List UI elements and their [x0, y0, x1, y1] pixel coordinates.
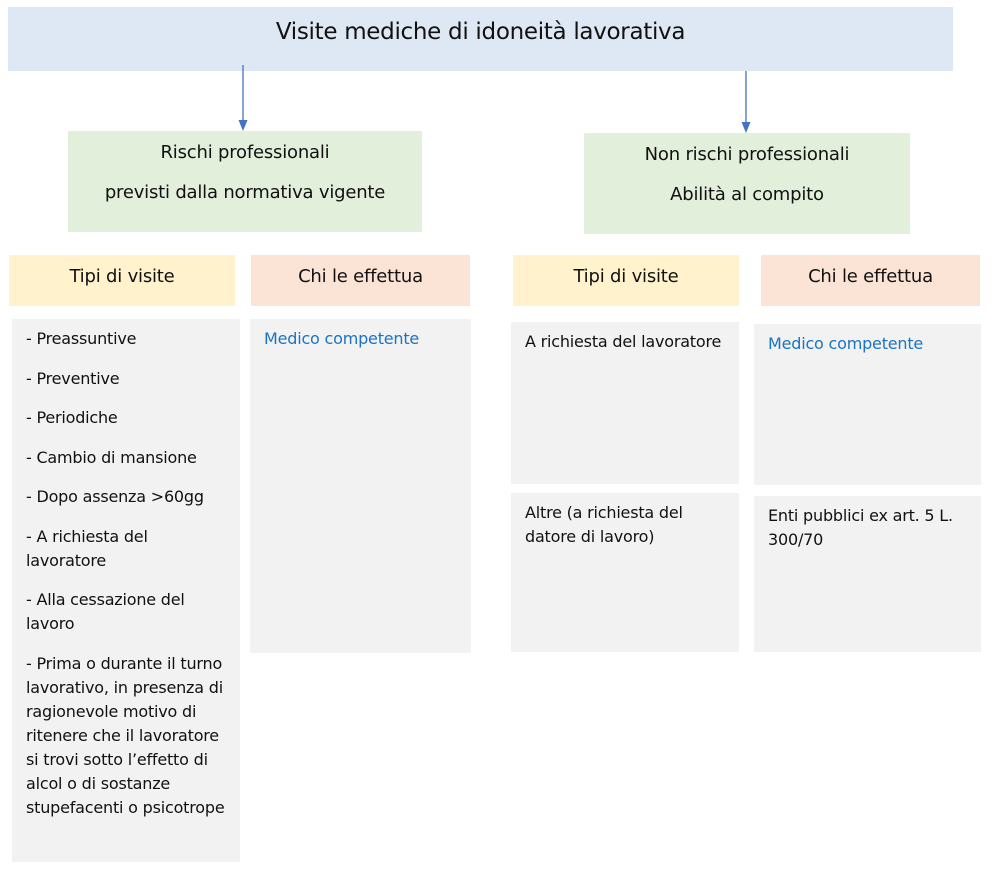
- header-who-performs-left: [251, 255, 470, 306]
- category-non-occupational-risks: [584, 133, 910, 234]
- category-occupational-risks: [68, 131, 422, 232]
- list-item: - Periodiche: [26, 408, 118, 427]
- visit-type-row-2: [511, 493, 739, 652]
- category-subtitle: Abilità al compito: [670, 184, 824, 205]
- who-performs-row-1: [754, 324, 981, 485]
- diagram-title: Visite mediche di idoneità lavorativa: [275, 19, 686, 45]
- list-item: - Alla cessazione del lavoro: [26, 590, 185, 633]
- header-label: Tipi di visite: [573, 266, 679, 287]
- arrow-down-icon-left: [237, 65, 249, 131]
- arrow-down-icon-right: [740, 71, 752, 133]
- list-item: - Prima o durante il turno lavorativo, in presenza di ragionevole motivo di ritenere che il lavoratore si trovi sotto l’effetto di alcol o di sostanze stupefacenti o psicotrope: [26, 653, 225, 817]
- performer-label: Medico competente: [264, 329, 420, 348]
- diagram-title-box: [8, 7, 953, 71]
- visit-type-row-1: [511, 322, 739, 484]
- list-item: - Preventive: [26, 368, 120, 388]
- performer-label: Medico competente: [768, 334, 924, 353]
- header-label: Tipi di visite: [69, 266, 175, 287]
- category-title: Non rischi professionali: [644, 144, 850, 165]
- header-who-performs-right: [761, 255, 980, 306]
- list-item: - Dopo assenza >60gg: [26, 487, 204, 506]
- header-visit-types-right: [513, 255, 739, 306]
- list-item: - Cambio di mansione: [26, 447, 197, 467]
- header-visit-types-left: [9, 255, 235, 306]
- performer-label: Enti pubblici ex art. 5 L. 300/70: [768, 506, 953, 549]
- category-subtitle: previsti dalla normativa vigente: [104, 182, 386, 203]
- visit-types-list-left: [12, 319, 240, 862]
- who-performs-row-2: [754, 496, 981, 652]
- list-item: - Preassuntive: [26, 329, 137, 348]
- header-label: Chi le effettua: [808, 266, 933, 287]
- visit-type-label: A richiesta del lavoratore: [525, 332, 722, 351]
- category-title: Rischi professionali: [160, 142, 330, 163]
- visit-type-label: Altre (a richiesta del datore di lavoro): [525, 503, 683, 546]
- list-item: - A richiesta del lavoratore: [26, 526, 148, 570]
- header-label: Chi le effettua: [298, 266, 423, 287]
- who-performs-left: [250, 319, 471, 653]
